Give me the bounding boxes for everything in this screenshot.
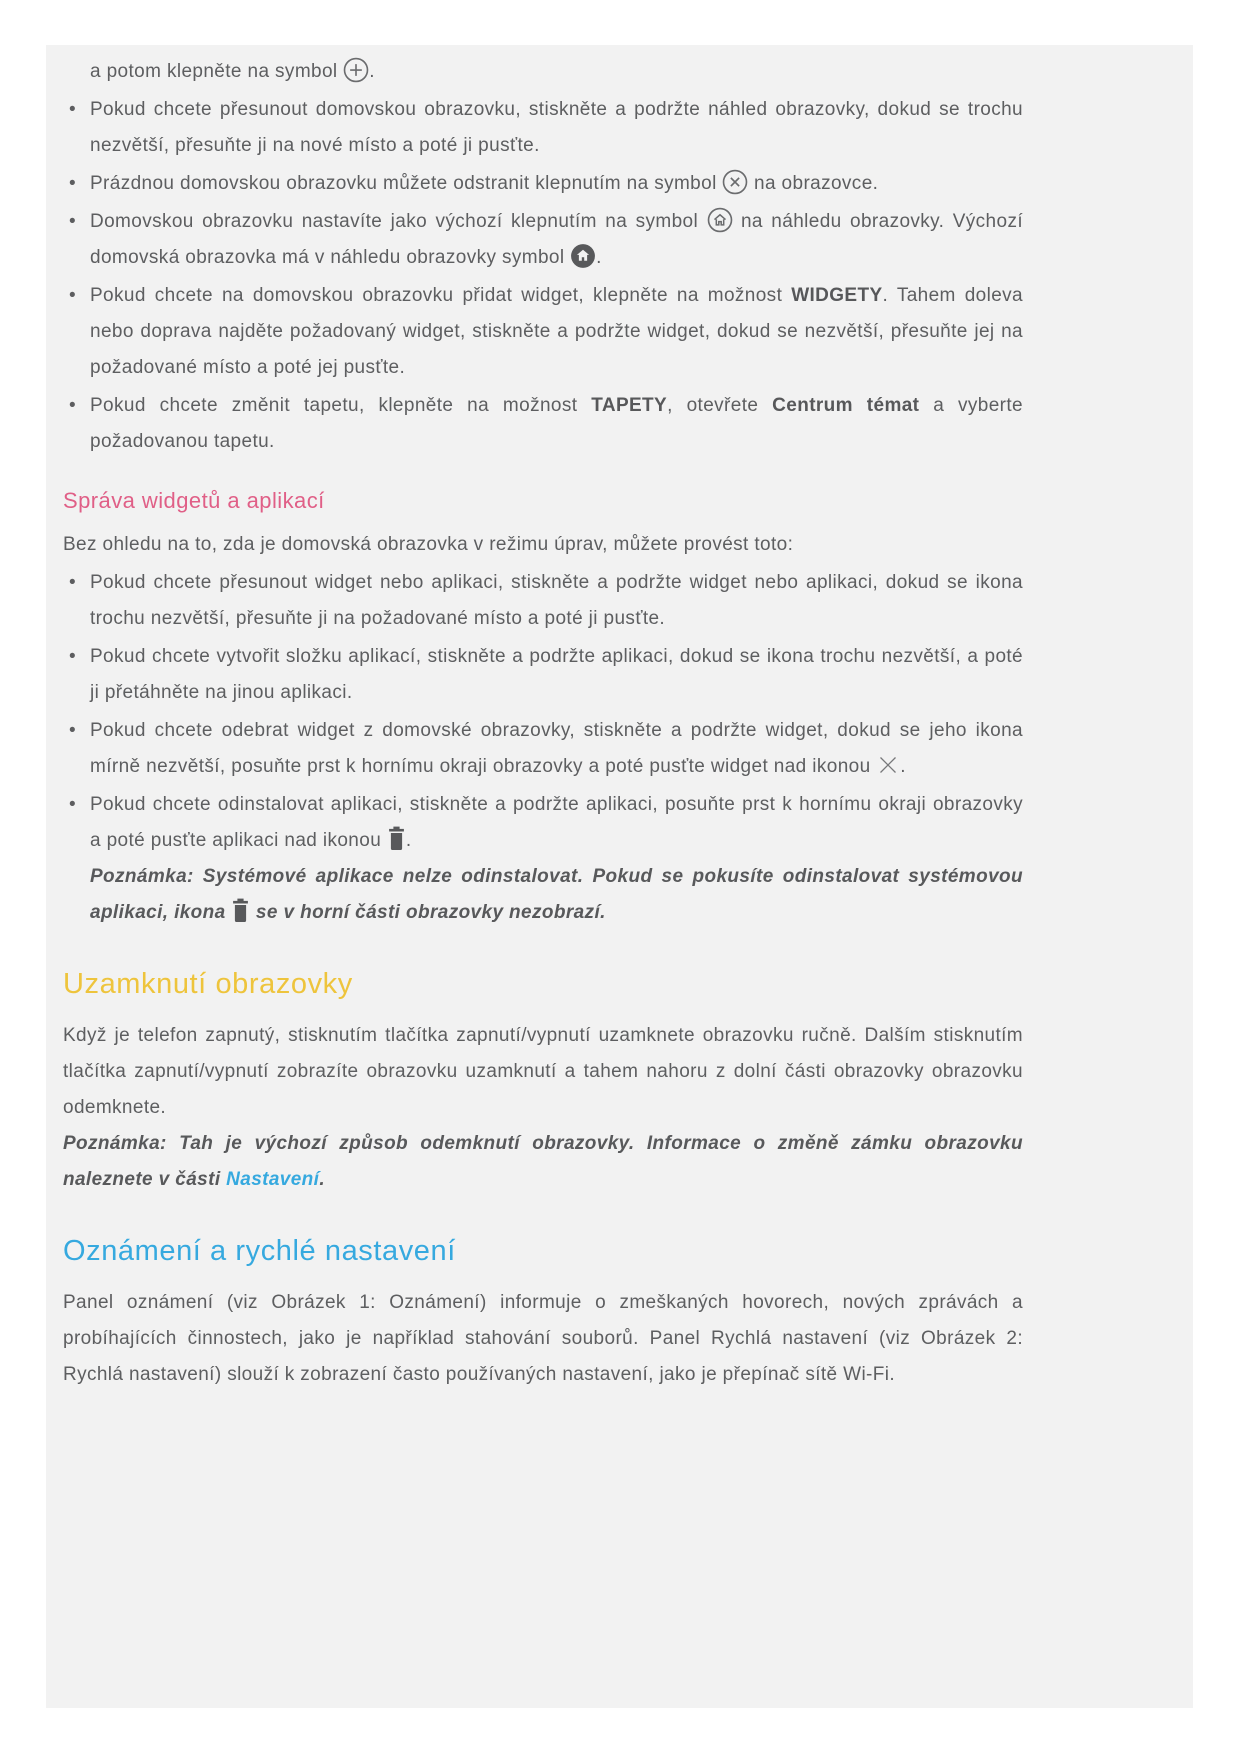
- list-item: [63, 639, 1023, 711]
- paragraph: [63, 1018, 1023, 1126]
- text-run: , otevřete: [667, 395, 773, 416]
- text-run: .: [405, 830, 412, 851]
- text-run: a vyberte požadovanou tapetu.: [90, 395, 1023, 452]
- text-run: se v horní části obrazovky nezobrazí.: [250, 902, 606, 923]
- remove-circle-icon: [722, 169, 748, 195]
- document-body: [63, 54, 1023, 1393]
- text-run: Pokud chcete na domovskou obrazovku přidat widget, klepněte na možnost: [90, 285, 792, 306]
- text-run: Když je telefon zapnutý, stisknutím tlačítka zapnutí/vypnutí uzamknete obrazovku ručně. Dalším stisknutím tlačítka zapnutí/vypnutí zobrazíte obrazovku uzamknutí a tahem nahoru z dolní části obrazovky obrazovku odemknete.: [63, 1025, 1023, 1118]
- list-item: [63, 713, 1023, 785]
- bullet-marker: •: [69, 794, 77, 815]
- bullet-marker: •: [69, 285, 77, 306]
- text-run: Pokud chcete přesunout domovskou obrazovku, stiskněte a podržte náhled obrazovky, dokud se trochu nezvětší, přesuňte ji na nové místo a poté ji pusťte.: [90, 99, 1023, 156]
- list-item: [63, 92, 1023, 164]
- bullet-marker: •: [69, 646, 77, 667]
- text-run: Panel oznámení (viz Obrázek 1: Oznámení) informuje o zmeškaných hovorech, nových zprávách a probíhajících činnostech, jako je například stahování souborů. Panel Rychlá nastavení (viz Obrázek 2: Rychlá nastavení) slouží k zobrazení často používaných nastavení, jako je přepínač sítě Wi-Fi.: [63, 1292, 1023, 1385]
- bullet-marker: •: [69, 720, 77, 741]
- bullet-marker: •: [69, 211, 77, 232]
- add-circle-icon: [343, 57, 369, 83]
- bullet-marker: •: [69, 395, 77, 416]
- bullet-marker: •: [69, 99, 77, 120]
- note-text: [90, 859, 1023, 931]
- bullet-marker: •: [69, 572, 77, 593]
- paragraph: [63, 1285, 1023, 1393]
- continuation-line: [63, 54, 1023, 90]
- content-panel: [46, 45, 1193, 1708]
- list-item: [63, 278, 1023, 386]
- emphasis-text: Centrum témat: [772, 395, 920, 416]
- text-run: a potom klepněte na symbol: [90, 61, 344, 82]
- emphasis-text: WIDGETY: [791, 285, 883, 306]
- text-run: Pokud chcete přesunout widget nebo aplikaci, stiskněte a podržte widget nebo aplikaci, dokud se ikona trochu nezvětší, přesuňte ji na požadované místo a poté ji pusťte.: [90, 572, 1023, 629]
- trash-icon: [231, 898, 250, 923]
- text-run: Bez ohledu na to, zda je domovská obrazovka v režimu úprav, můžete provést toto:: [63, 534, 794, 555]
- text-run: Pokud chcete odebrat widget z domovské obrazovky, stiskněte a podržte widget, dokud se jeho ikona mírně nezvětší, posuňte prst k hornímu okraji obrazovky a poté pusťte widget nad ikonou: [90, 720, 1023, 777]
- bullet-list: [63, 92, 1023, 460]
- subsection-heading: Správa widgetů a aplikací: [63, 488, 325, 513]
- section-heading: Oznámení a rychlé nastavení: [63, 1235, 456, 1267]
- text-run: na náhledu obrazovky. Výchozí domovská obrazovka má v náhledu obrazovky symbol: [90, 211, 1023, 268]
- trash-icon: [387, 826, 406, 851]
- text-run: Prázdnou domovskou obrazovku můžete odstranit klepnutím na symbol: [90, 173, 723, 194]
- text-run: Pokud chcete změnit tapetu, klepněte na možnost: [90, 395, 592, 416]
- emphasis-text: TAPETY: [591, 395, 668, 416]
- text-run: Domovskou obrazovku nastavíte jako výchozí klepnutím na symbol: [90, 211, 707, 232]
- list-item: [63, 204, 1023, 276]
- bullet-marker: •: [69, 173, 77, 194]
- note-text: [63, 1126, 1023, 1198]
- text-run: Poznámka: Tah je výchozí způsob odemknutí obrazovky. Informace o změně zámku obrazovku naleznete v části: [63, 1133, 1023, 1190]
- section-heading: Uzamknutí obrazovky: [63, 968, 353, 1000]
- close-icon: [876, 753, 900, 777]
- bullet-list: [63, 565, 1023, 931]
- text-run: . Tahem doleva nebo doprava najděte požadovaný widget, stiskněte a podržte widget, dokud se nezvětší, přesuňte jej na požadované místo a poté jej pusťte.: [90, 285, 1023, 378]
- paragraph: [63, 527, 1023, 563]
- text-run: .: [900, 756, 906, 777]
- list-item: [63, 166, 1023, 202]
- text-run: Pokud chcete vytvořit složku aplikací, stiskněte a podržte aplikaci, dokud se ikona trochu nezvětší, a poté ji přetáhněte na jinou aplikaci.: [90, 646, 1023, 703]
- home-circle-icon: [707, 207, 733, 233]
- text-run: na obrazovce.: [748, 173, 879, 194]
- text-run: .: [369, 61, 375, 82]
- text-run: Pokud chcete odinstalovat aplikaci, stiskněte a podržte aplikaci, posuňte prst k hornímu okraji obrazovky a poté pusťte aplikaci nad ikonou: [90, 794, 1023, 851]
- text-run: .: [319, 1169, 325, 1190]
- home-filled-icon: [570, 243, 596, 269]
- list-item: [63, 388, 1023, 460]
- text-run: .: [596, 247, 602, 268]
- list-item: [63, 565, 1023, 637]
- settings-link[interactable]: Nastavení: [226, 1169, 320, 1190]
- list-item: [63, 787, 1023, 931]
- text-run: Poznámka: Systémové aplikace nelze odinstalovat. Pokud se pokusíte odinstalovat systémovou aplikaci, ikona: [90, 866, 1023, 923]
